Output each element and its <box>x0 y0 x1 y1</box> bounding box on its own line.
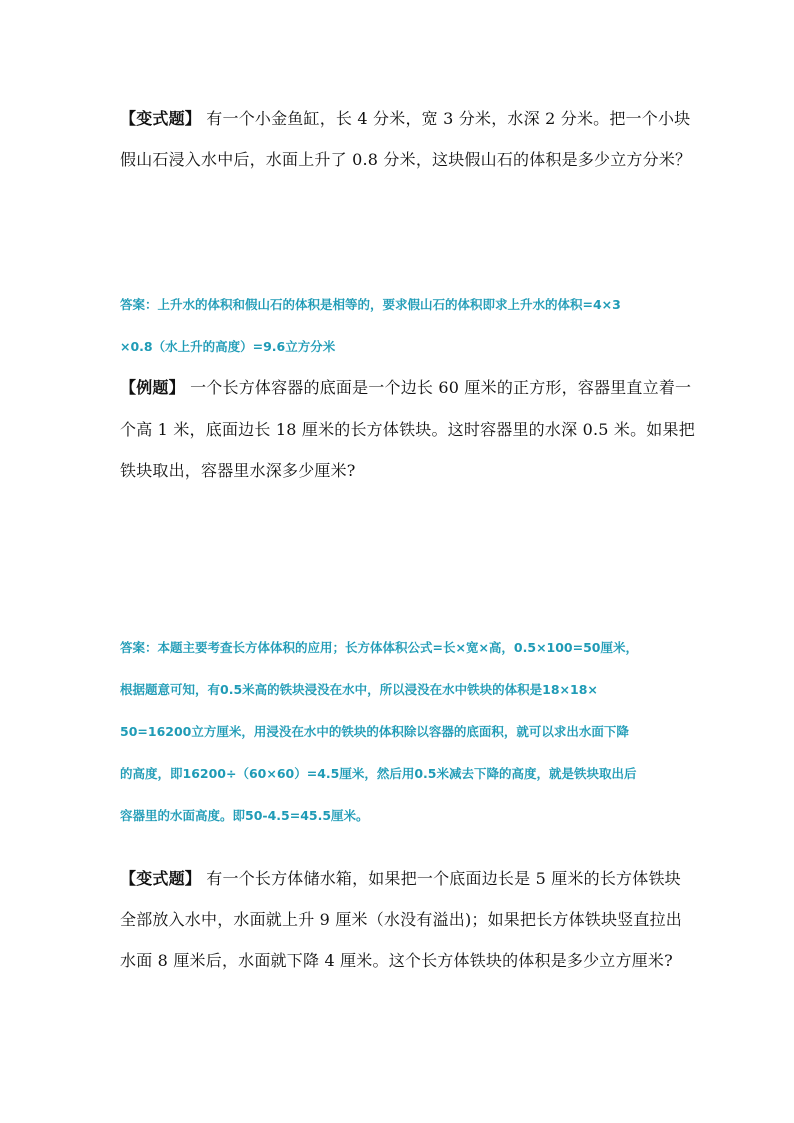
problem-2-line-3: 铁块取出，容器里水深多少厘米? <box>120 461 356 480</box>
answer-2-line-3: 50=16200立方厘米，用浸没在水中的铁块的体积除以容器的底面积，就可以求出水面下降 <box>120 724 629 739</box>
problem-2-line-1 <box>120 375 691 398</box>
problem-3-tag: 【变式题】 <box>120 869 202 888</box>
answer-2-line-1: 答案：本题主要考查长方体体积的应用；长方体体积公式=长×宽×高，0.5×100=50厘米， <box>120 640 639 655</box>
problem-2-line-2: 个高 1 米，底面边长 18 厘米的长方体铁块。这时容器里的水深 0.5 米。如果把 <box>120 420 695 439</box>
problem-2-text-1: 一个长方体容器的底面是一个边长 60 厘米的正方形，容器里直立着一 <box>184 378 692 397</box>
answer-2-line-2: 根据题意可知，有0.5米高的铁块浸没在水中，所以浸没在水中铁块的体积是18×18× <box>120 682 598 697</box>
answer-2-line-4: 的高度，即16200÷（60×60）=4.5厘米，然后用0.5米减去下降的高度，就是铁块取出后 <box>120 766 637 781</box>
problem-1-text-1: 有一个小金鱼缸，长 4 分米，宽 3 分米，水深 2 分米。把一个小块 <box>201 109 691 128</box>
problem-3-line-3: 水面 8 厘米后，水面就下降 4 厘米。这个长方体铁块的体积是多少立方厘米? <box>120 951 673 970</box>
problem-3-text-1: 有一个长方体储水箱，如果把一个底面边长是 5 厘米的长方体铁块 <box>201 869 681 888</box>
problem-3-line-1 <box>120 866 681 889</box>
problem-1-line-1 <box>120 106 690 129</box>
answer-1-line-1: 答案：上升水的体积和假山石的体积是相等的，要求假山石的体积即求上升水的体积=4×3 <box>120 297 621 312</box>
problem-1-tag: 【变式题】 <box>120 109 202 128</box>
problem-1-line-2: 假山石浸入水中后，水面上升了 0.8 分米，这块假山石的体积是多少立方分米？ <box>120 150 692 169</box>
answer-2-line-5: 容器里的水面高度。即50-4.5=45.5厘米。 <box>120 808 369 823</box>
answer-1-line-2: ×0.8（水上升的高度）=9.6立方分米 <box>120 339 336 354</box>
problem-3-line-2: 全部放入水中，水面就上升 9 厘米（水没有溢出)；如果把长方体铁块竖直拉出 <box>120 910 682 929</box>
problem-2-tag: 【例题】 <box>120 378 185 397</box>
